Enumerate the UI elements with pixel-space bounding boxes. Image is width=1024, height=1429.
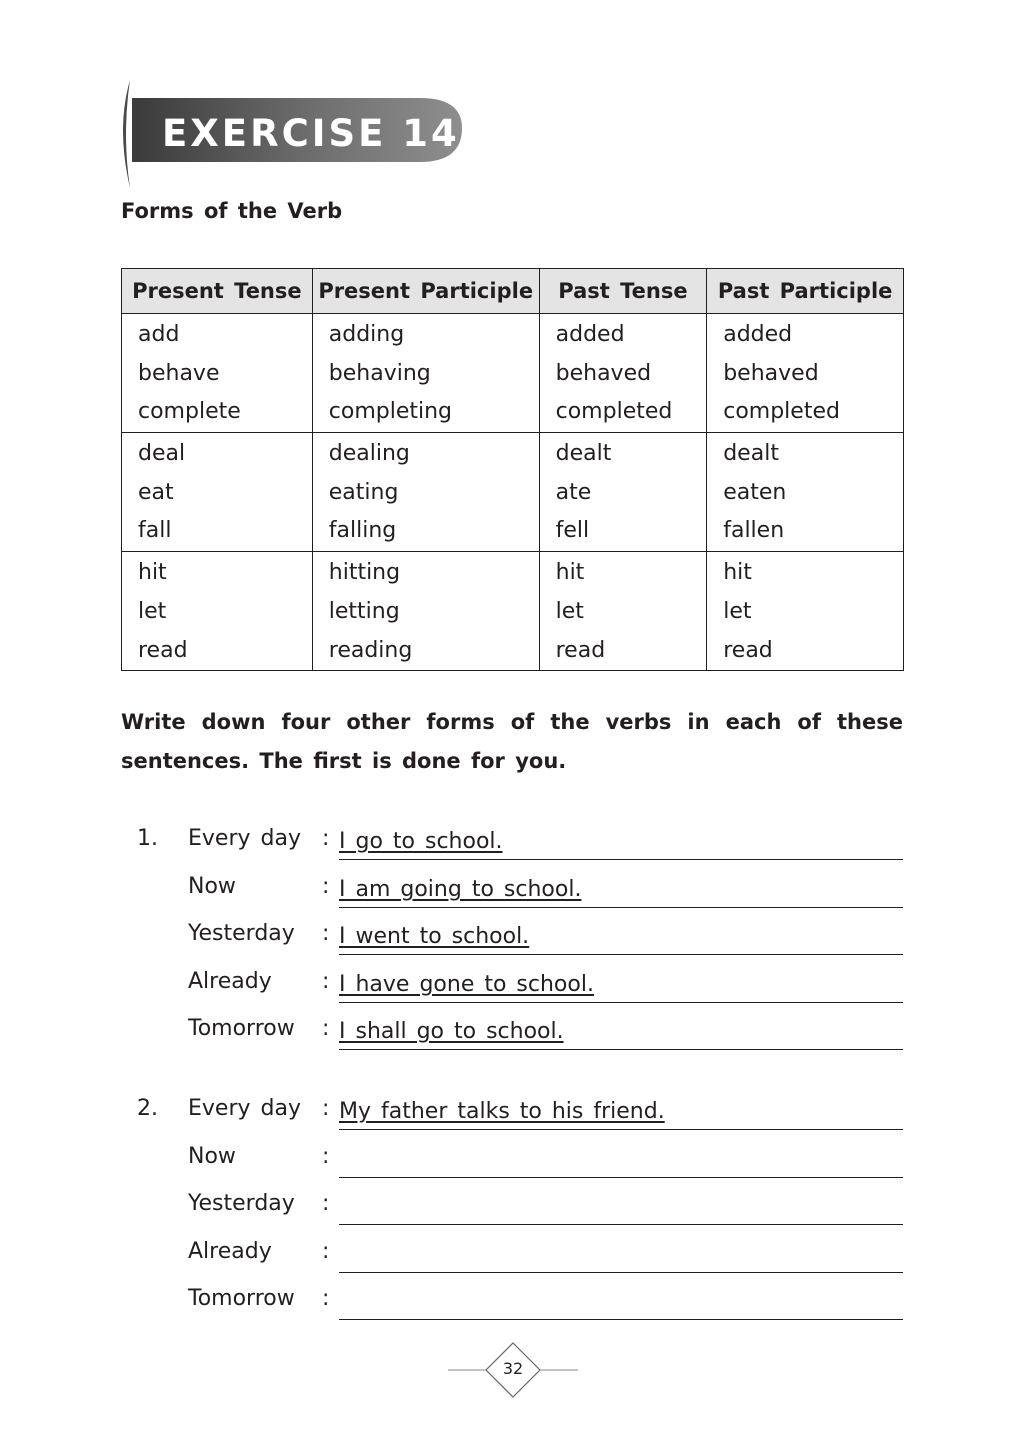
table-cell <box>707 314 904 433</box>
verb-word: fell <box>555 518 590 544</box>
verb-word: deal <box>138 441 186 467</box>
answer-text: I went to school. <box>339 924 530 949</box>
time-label: Every day <box>188 1096 301 1121</box>
table-cell <box>312 314 539 433</box>
answer-line[interactable] <box>339 921 903 955</box>
table-cell <box>122 433 313 552</box>
colon: : <box>322 1286 330 1311</box>
time-label: Already <box>188 969 272 994</box>
table-cell <box>312 433 539 552</box>
time-label: Yesterday <box>188 1191 295 1216</box>
header-past-tense: Past Tense <box>539 269 707 314</box>
colon: : <box>322 874 330 899</box>
verb-word: ate <box>555 479 592 505</box>
header-present-participle: Present Participle <box>312 269 539 314</box>
answer-line[interactable] <box>339 1016 903 1050</box>
verb-forms-table <box>121 268 904 671</box>
table-row <box>122 433 904 552</box>
exercise-banner <box>110 78 470 190</box>
table-cell <box>312 552 539 671</box>
verb-word: eat <box>138 479 174 505</box>
colon: : <box>322 969 330 994</box>
time-label: Tomorrow <box>188 1016 295 1041</box>
verb-word: hit <box>723 560 752 586</box>
verb-word: eating <box>328 479 399 505</box>
time-label: Now <box>188 1144 236 1169</box>
answer-line[interactable] <box>339 969 903 1003</box>
verb-word: read <box>723 637 773 663</box>
exercise-title: EXERCISE 14 <box>162 112 460 155</box>
exercise-number: 2. <box>137 1096 158 1121</box>
verb-word: completing <box>328 399 453 425</box>
time-label: Tomorrow <box>188 1286 295 1311</box>
colon: : <box>322 1096 330 1121</box>
verb-word: adding <box>328 322 405 347</box>
time-label: Now <box>188 874 236 899</box>
verb-word: add <box>138 322 180 347</box>
verb-word: fallen <box>723 518 785 544</box>
time-label: Yesterday <box>188 921 295 946</box>
table-row <box>122 552 904 671</box>
colon: : <box>322 1191 330 1216</box>
verb-word: eaten <box>723 479 787 505</box>
verb-word: dealing <box>328 441 410 467</box>
table-header-row <box>122 269 904 314</box>
verb-word: letting <box>328 598 400 624</box>
answer-line[interactable] <box>339 1191 903 1225</box>
instruction-text: Write down four other forms of the verbs in each of these sentences. The first is done for you. <box>121 710 903 773</box>
verb-word: complete <box>138 399 241 425</box>
verb-word: completed <box>723 399 840 425</box>
verb-word: falling <box>328 518 397 544</box>
section-subtitle: Forms of the Verb <box>121 199 343 223</box>
verb-word: hit <box>555 560 585 586</box>
verb-word: dealt <box>555 441 612 467</box>
answer-text: My father talks to his friend. <box>339 1099 665 1124</box>
verb-word: behaving <box>328 360 431 386</box>
exercise-number: 1. <box>137 826 158 851</box>
answer-text: I shall go to school. <box>339 1019 564 1044</box>
verb-word: behaved <box>723 360 819 386</box>
table-cell <box>539 314 707 433</box>
page-number-badge <box>448 1342 578 1398</box>
answer-text: I go to school. <box>339 829 503 854</box>
page-number: 32 <box>502 1359 524 1378</box>
verb-word: read <box>555 637 606 663</box>
table-cell <box>122 552 313 671</box>
verb-word: reading <box>328 637 413 663</box>
table-row <box>122 314 904 433</box>
header-present-tense: Present Tense <box>122 269 313 314</box>
colon: : <box>322 1016 330 1041</box>
verb-word: behave <box>138 360 220 386</box>
answer-line[interactable] <box>339 1144 903 1178</box>
header-past-participle: Past Participle <box>707 269 904 314</box>
verb-word: fall <box>138 518 172 544</box>
colon: : <box>322 921 330 946</box>
verb-word: let <box>555 598 584 624</box>
table-cell <box>707 433 904 552</box>
table-cell <box>122 314 313 433</box>
verb-word: read <box>138 637 188 663</box>
table-cell <box>707 552 904 671</box>
table-cell <box>539 552 707 671</box>
colon: : <box>322 1239 330 1264</box>
colon: : <box>322 826 330 851</box>
answer-line[interactable] <box>339 826 903 860</box>
answer-text: I have gone to school. <box>339 972 594 997</box>
colon: : <box>322 1144 330 1169</box>
verb-word: hitting <box>328 560 401 586</box>
verb-word: behaved <box>555 360 652 386</box>
verb-word: hit <box>138 560 167 586</box>
verb-word: dealt <box>723 441 779 467</box>
answer-line[interactable] <box>339 874 903 908</box>
answer-text: I am going to school. <box>339 877 582 902</box>
verb-word: let <box>723 598 752 624</box>
answer-line[interactable] <box>339 1286 903 1320</box>
verb-word: completed <box>555 399 673 425</box>
verb-word: let <box>138 598 167 624</box>
time-label: Already <box>188 1239 272 1264</box>
verb-word: added <box>723 322 793 347</box>
verb-word: added <box>555 322 625 347</box>
table-cell <box>539 433 707 552</box>
time-label: Every day <box>188 826 301 851</box>
answer-line[interactable] <box>339 1239 903 1273</box>
answer-line[interactable] <box>339 1096 903 1130</box>
